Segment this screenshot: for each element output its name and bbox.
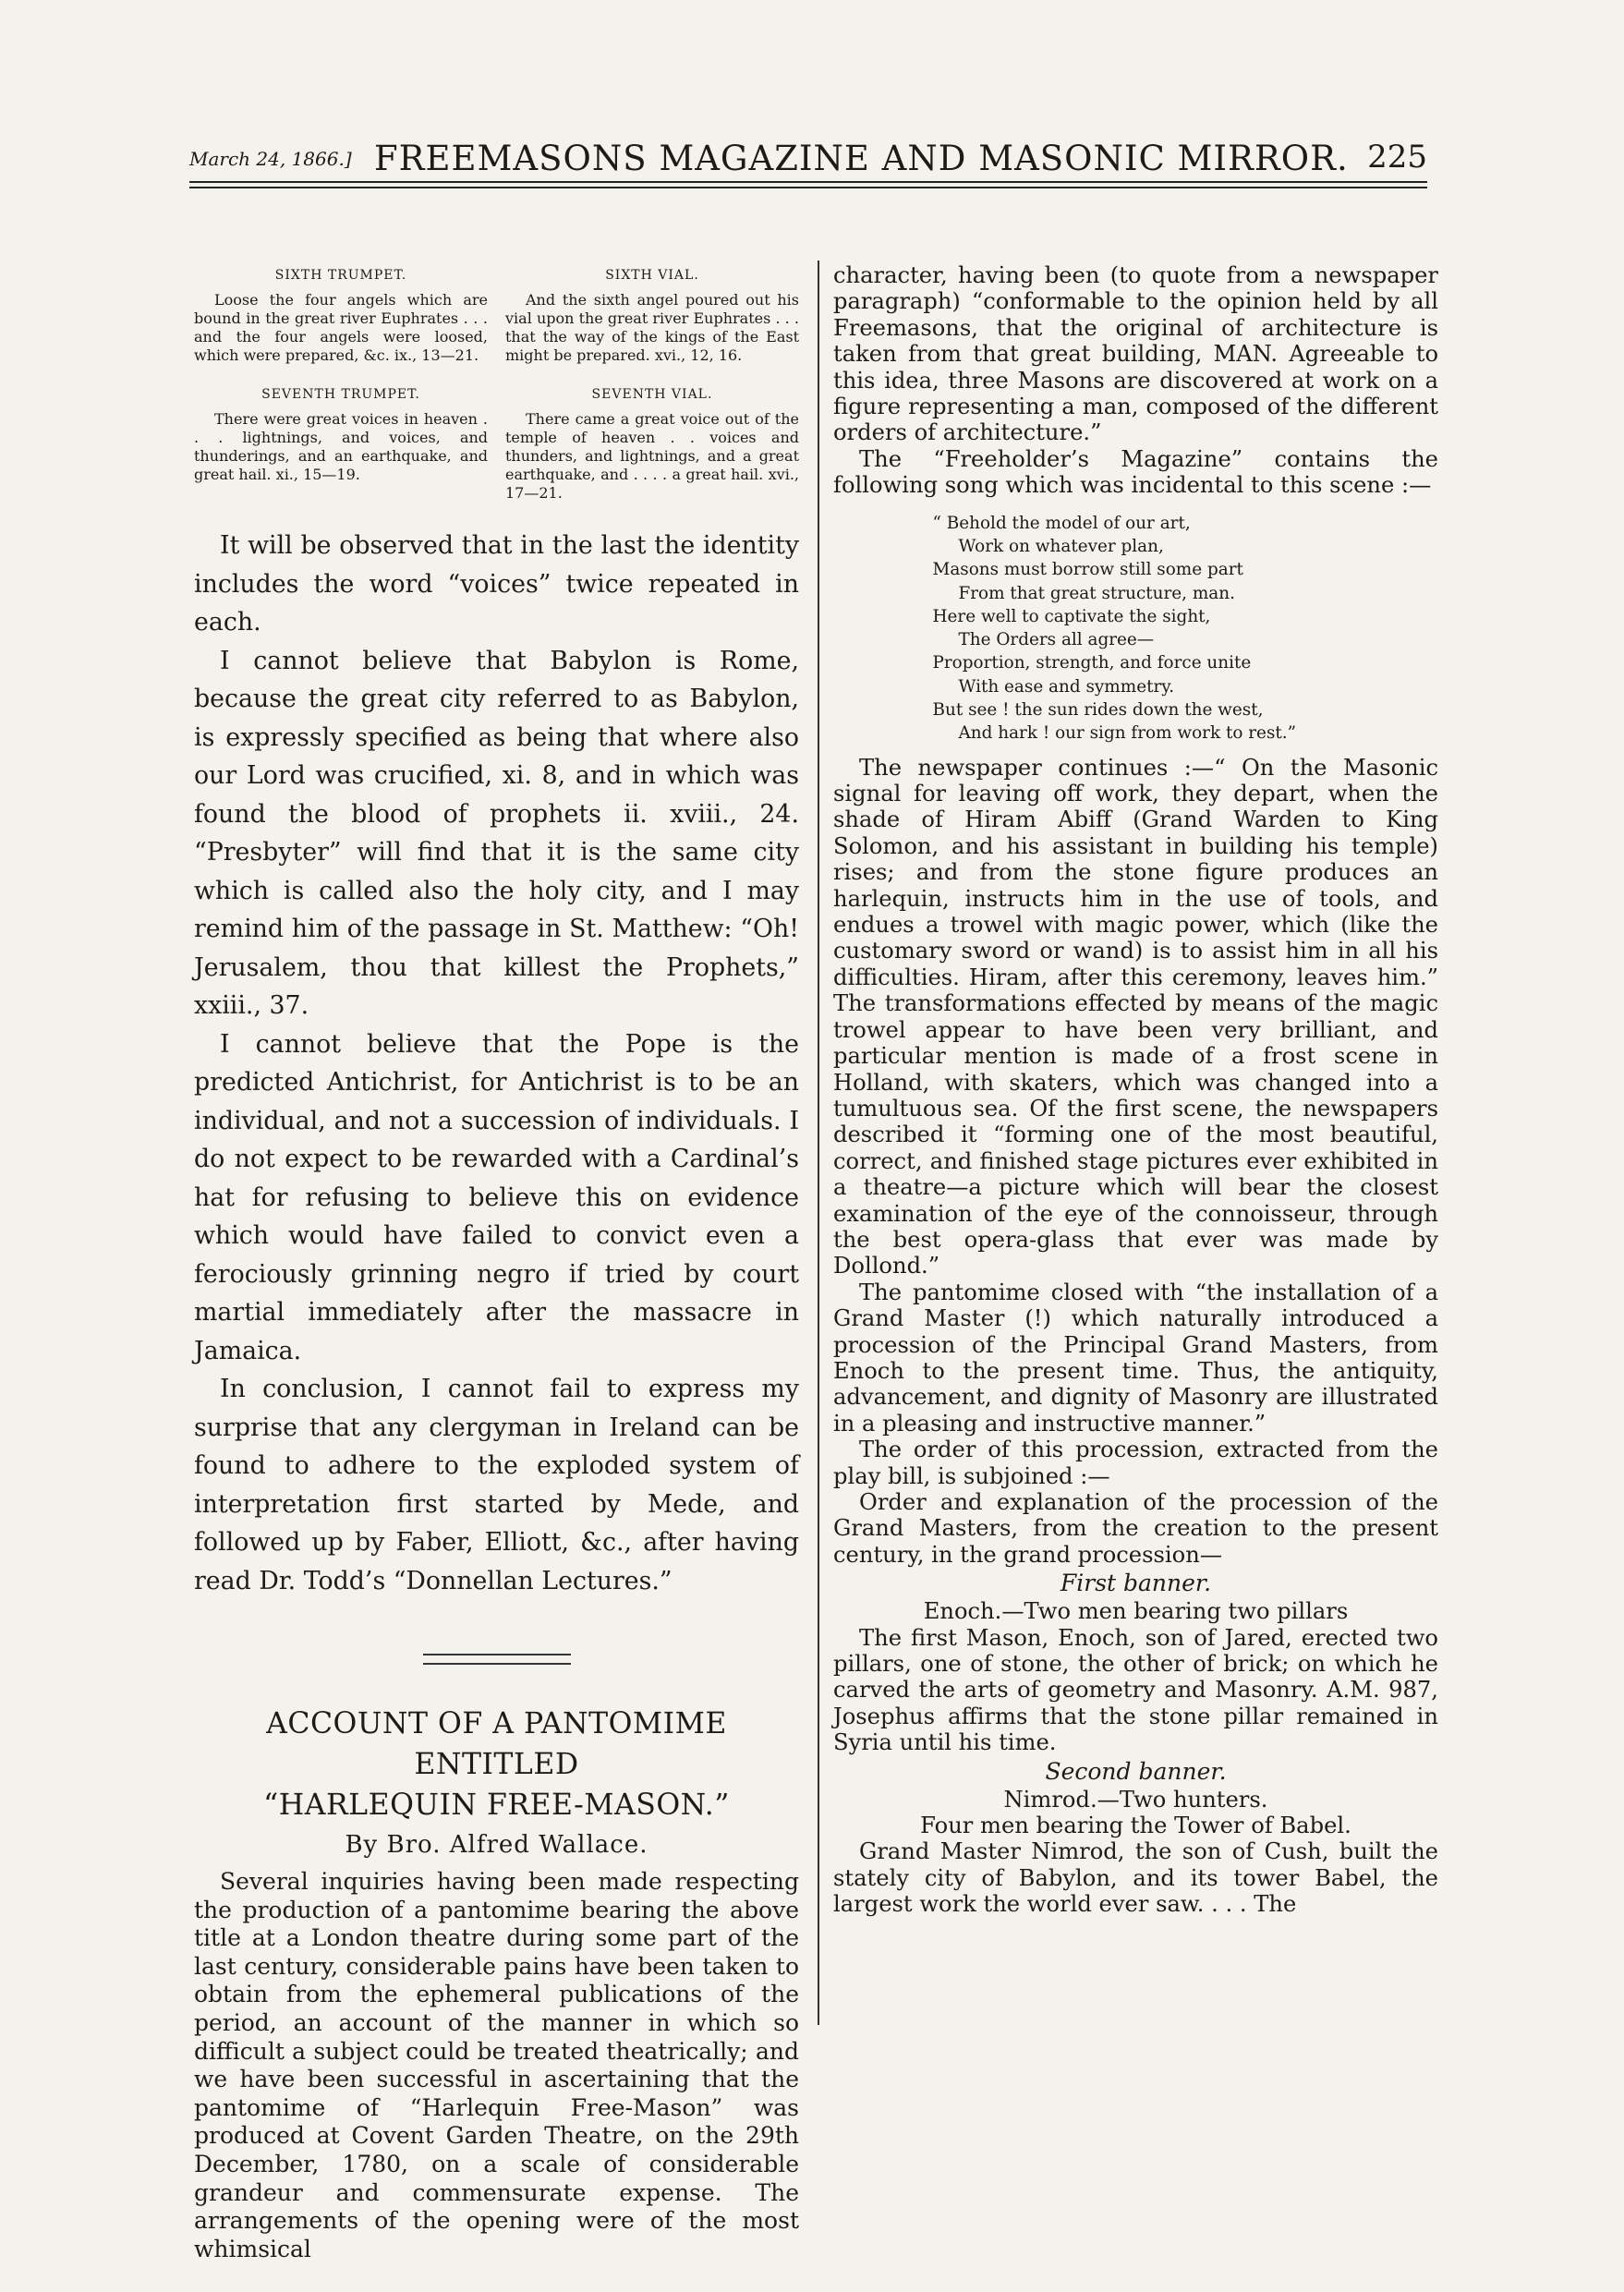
procession-line: Four men bearing the Tower of Babel.	[920, 1813, 1351, 1839]
page-header	[189, 139, 1427, 176]
banner-heading: First banner.	[1060, 1570, 1212, 1597]
verse-heading: SIXTH TRUMPET.	[274, 268, 407, 283]
header-rule-thin	[189, 187, 1427, 188]
verse-text: There came a great voice out of the temple of heaven . . voices and thunders, and lightnings, and a great earthquake, and . . . . a great hail. xvi., 17—21.	[505, 410, 799, 502]
right-column	[833, 262, 1438, 1918]
paragraph: The order of this procession, extracted from the play bill, is subjoined :—	[833, 1437, 1438, 1489]
article-intro	[194, 1868, 799, 2263]
paragraph: Order and explanation of the procession of the Grand Masters, from the creation to the present century, in the grand procession—	[833, 1489, 1438, 1568]
song-verse: “ Behold the model of our art, Work on whatever plan, Masons must borrow still some part From that great structure, man. Here well to captivate the sight, The Orders all agree— Proportion, strength, and force unite With ease and symmetry. But see ! the sun rides down the west, And hark ! our sign from work to rest.”	[932, 513, 1297, 744]
verse-column-trumpets	[194, 262, 488, 503]
verse-heading: SIXTH VIAL.	[605, 268, 699, 283]
verse-text: And the sixth angel poured out his vial upon the great river Euphrates . . . that the way of the kings of the East might be prepared. xvi., 12, 16.	[505, 291, 799, 364]
letter-body	[194, 527, 799, 1600]
section-divider	[423, 1654, 571, 1665]
column-divider	[818, 261, 819, 2025]
verse-heading: SEVENTH TRUMPET.	[261, 387, 420, 402]
paragraph: Several inquiries having been made respecting the production of a pantomime bearing the above title at a London theatre during some part of the last century, considerable pains have been taken to obtain from the ephemeral publications of the period, an account of the manner in which so difficult a subject could be treated theatrically; and we have been successful in ascertaining that the pantomime of “Harlequin Free-Mason” was produced at Covent Garden Theatre, on the 29th December, 1780, on a scale of considerable grandeur and commensurate expense. The arrangements of the opening were of the most whimsical	[194, 1868, 799, 2262]
verse-table	[194, 262, 799, 503]
article-title: ACCOUNT OF A PANTOMIME ENTITLED “HARLEQUIN FREE-MASON.”	[263, 1707, 730, 1822]
verse-text: There were great voices in heaven . . . lightnings, and voices, and thunderings, and an earthquake, and great hail. xi., 15—19.	[194, 410, 488, 483]
verse-text: Loose the four angels which are bound in the great river Euphrates . . . and the four angels were loosed, which were prepared, &c. ix., 13—21.	[194, 291, 488, 364]
left-column	[194, 262, 799, 2263]
issue-date: March 24, 1866.]	[189, 148, 352, 170]
header-rule	[189, 181, 1427, 183]
paragraph: The first Mason, Enoch, son of Jared, erected two pillars, one of stone, the other of brick; on which he carved the arts of geometry and Masonry. A.M. 987, Josephus affirms that the stone pillar remained in Syria until his time.	[833, 1624, 1438, 1756]
paragraph: character, having been (to quote from a newspaper paragraph) “conformable to the opinion held by all Freemasons, that the original of architecture is taken from that great building, MAN. Agreeable to this idea, three Masons are discovered at work on a figure representing a man, composed of the different orders of architecture.”	[833, 262, 1438, 446]
paragraph: Grand Master Nimrod, the son of Cush, built the stately city of Babylon, and its tower Babel, the largest work the world ever saw. . . . The	[833, 1838, 1438, 1918]
magazine-title: FREEMASONS MAGAZINE AND MASONIC MIRROR.	[374, 139, 1349, 178]
paragraph: I cannot believe that Babylon is Rome, because the great city referred to as Babylon, is expressly specified as being that where also our Lord was crucified, xi. 8, and in which was found the blood of prophets ii. xviii., 24. “Presbyter” will find that it is the same city which is called also the holy city, and I may remind him of the passage in St. Matthew: “Oh! Jerusalem, thou that killest the Prophets,” xxiii., 37.	[194, 646, 799, 1020]
page-number: 225	[1367, 139, 1427, 176]
banner-heading: Second banner.	[1045, 1757, 1227, 1785]
paragraph: The “Freeholder’s Magazine” contains the following song which was incidental to this scene :—	[833, 445, 1438, 499]
article-byline: By Bro. Alfred Wallace.	[345, 1831, 648, 1859]
paragraph: It will be observed that in the last the identity includes the word “voices” twice repeated in each.	[194, 531, 799, 637]
procession-line: Enoch.—Two men bearing two pillars	[923, 1598, 1349, 1625]
paragraph: The newspaper continues :—“ On the Masonic signal for leaving off work, they depart, when the shade of Hiram Abiff (Grand Warden to King Solomon, and his assistant in building his temple) rises; and from the stone figure produces an harlequin, instructs him in the use of tools, and endues a trowel with magic power, which (like the customary sword or wand) is to assist him in all his difficulties. Hiram, after this ceremony, leaves him.” The transformations effected by means of the magic trowel appear to have been very brilliant, and particular mention is made of a frost scene in Holland, with skaters, which was changed into a tumultuous sea. Of the first scene, the newspapers described it “forming one of the most beautiful, correct, and finished stage pictures ever exhibited in a theatre—a picture which will bear the closest examination of the eye of the connoisseur, through the best opera-glass that ever was made by Dollond.”	[833, 754, 1438, 1279]
verse-heading: SEVENTH VIAL.	[591, 387, 713, 402]
verse-column-vials	[505, 262, 799, 503]
paragraph: The pantomime closed with “the installation of a Grand Master (!) which naturally introduced a procession of the Principal Grand Masters, from Enoch to the present time. Thus, the antiquity, advancement, and dignity of Masonry are illustrated in a pleasing and instructive manner.”	[833, 1279, 1438, 1437]
procession-line: Nimrod.—Two hunters.	[1003, 1786, 1268, 1813]
paragraph: In conclusion, I cannot fail to express my surprise that any clergyman in Ireland can be found to adhere to the exploded system of interpretation first started by Mede, and followed up by Faber, Elliott, &c., after having read Dr. Todd’s “Donnellan Lectures.”	[194, 1375, 799, 1595]
paragraph: I cannot believe that the Pope is the predicted Antichrist, for Antichrist is to be an individual, and not a succession of individuals. I do not expect to be rewarded with a Cardinal’s hat for refusing to believe this on evidence which would have failed to convict even a ferociously grinning negro if tried by court martial immediately after the massacre in Jamaica.	[194, 1029, 799, 1365]
